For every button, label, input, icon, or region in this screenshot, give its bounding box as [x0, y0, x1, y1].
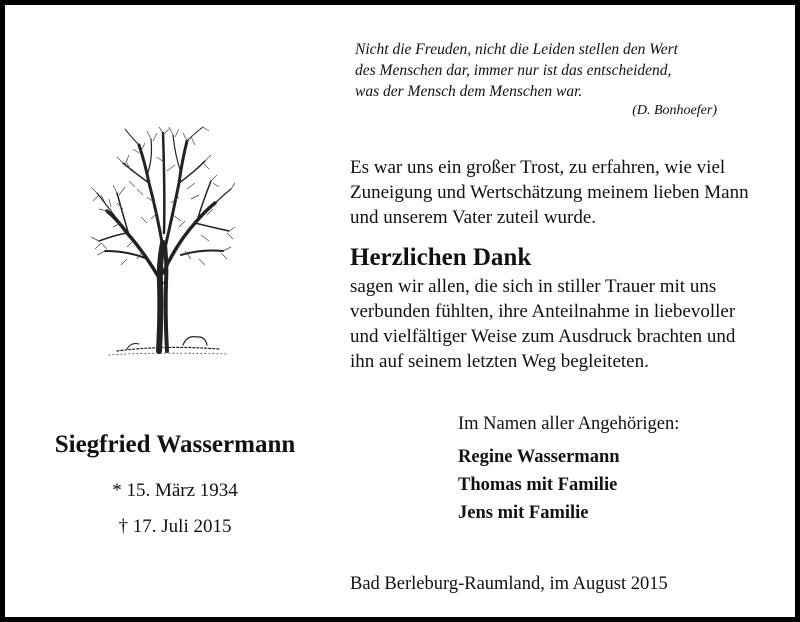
- quote-line: Nicht die Freuden, nicht die Leiden stellen den Wert: [355, 41, 678, 58]
- deceased-name: Siegfried Wassermann: [54, 431, 296, 458]
- signatory-name: Jens mit Familie: [458, 503, 589, 523]
- text-line: Es war uns ein großer Trost, zu erfahren, wie viel: [350, 157, 726, 178]
- text-line: verbunden fühlten, ihre Anteilnahme in liebevoller: [350, 301, 736, 322]
- quote-line: was der Mensch dem Menschen war.: [355, 83, 583, 100]
- text-line: sagen wir allen, die sich in stiller Trauer mit uns: [350, 276, 717, 297]
- thanks-heading: Herzlichen Dank: [350, 244, 532, 271]
- signatory-name: Thomas mit Familie: [458, 475, 618, 495]
- place-date: Bad Berleburg-Raumland, im August 2015: [350, 574, 668, 594]
- text-line: und unserem Vater zuteil wurde.: [350, 207, 597, 228]
- signatory-name: Regine Wassermann: [458, 447, 620, 467]
- quote-block: [355, 39, 755, 120]
- text-line: Zuneigung und Wertschätzung meinem lieben Mann: [350, 182, 749, 203]
- quote-author: (D. Bonhoefer): [632, 103, 717, 118]
- text-line: ihn auf seinem letzten Weg begleiteten.: [350, 351, 649, 372]
- thanks-intro: [350, 155, 770, 230]
- text-line: und vielfältiger Weise zum Ausdruck brachten und: [350, 326, 736, 347]
- signatories-intro: Im Namen aller Angehörigen:: [458, 414, 680, 434]
- tree-icon: [87, 123, 237, 361]
- thanks-body: [350, 274, 770, 374]
- death-date: † 17. Juli 2015: [118, 516, 232, 537]
- signatories-list: [458, 443, 620, 527]
- birth-date: * 15. März 1934: [112, 480, 238, 501]
- quote-line: des Menschen dar, immer nur ist das entscheidend,: [355, 62, 672, 79]
